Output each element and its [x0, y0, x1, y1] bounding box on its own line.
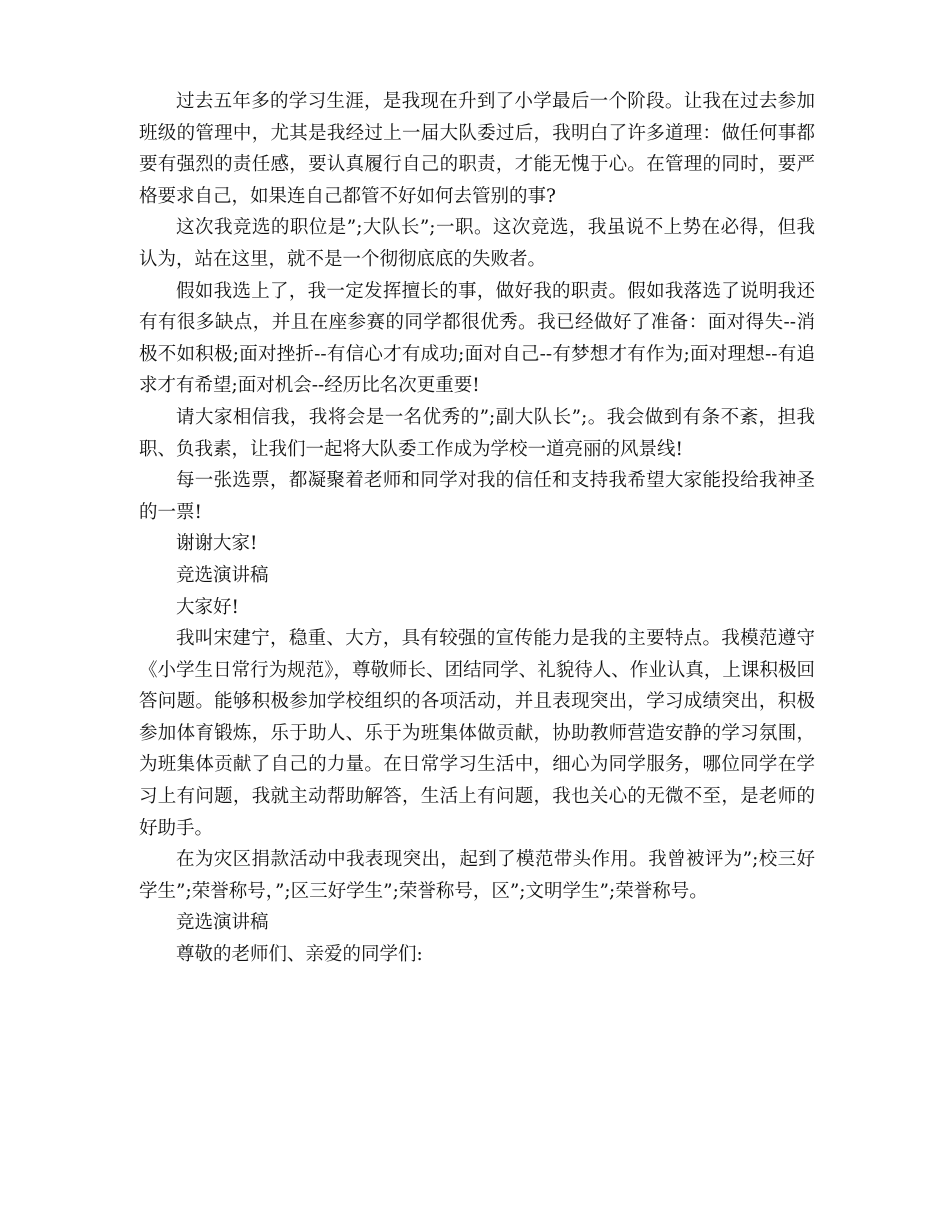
paragraph-4: 请大家相信我，我将会是一名优秀的”;副大队长”;。我会做到有条不紊，担我职、负我素，让我们一起将大队委工作成为学校一道亮丽的风景线! [139, 406, 815, 460]
paragraph-8: 在为灾区捐款活动中我表现突出，起到了模范带头作用。我曾被评为”;校三好学生”;荣誉称号，”;区三好学生”;荣誉称号，区”;文明学生”;荣誉称号。 [139, 849, 815, 902]
greeting-1: 大家好! [176, 596, 239, 618]
greeting-2: 尊敬的老师们、亲爱的同学们: [176, 944, 423, 966]
paragraph-7: 我叫宋建宁，稳重、大方，具有较强的宣传能力是我的主要特点。我模范遵守《小学生日常行为规范》，尊敬师长、团结同学、礼貌待人、作业认真，上课积极回答问题。能够积极参加学校组织的各项活动，并且表现突出，学习成绩突出，积极参加体育锻炼，乐于助人、乐于为班集体做贡献，协助教师营造安静的学习氛围，为班集体贡献了自己的力量。在日常学习生活中，细心为同学服务，哪位同学在学习上有问题，我就主动帮助解答，生活上有问题，我也关心的无微不至，是老师的好助手。 [139, 628, 815, 839]
document-body [139, 86, 815, 971]
paragraph-6: 谢谢大家! [176, 533, 258, 555]
paragraph-5: 每一张选票，都凝聚着老师和同学对我的信任和支持我希望大家能投给我神圣的一票! [139, 470, 815, 523]
paragraph-2: 这次我竞选的职位是”;大队长”;一职。这次竞选，我虽说不上势在必得，但我认为，站在这里，就不是一个彻彻底底的失败者。 [139, 217, 815, 270]
paragraph-3: 假如我选上了，我一定发挥擅长的事，做好我的职责。假如我落选了说明我还有有很多缺点，并且在座参赛的同学都很优秀。我已经做好了准备：面对得失--消极不如积极;面对挫折--有信心才有成功;面对自己--有梦想才有作为;面对理想--有追求才有希望;面对机会--经历比名次更重要! [139, 280, 815, 397]
section-heading-1: 竞选演讲稿 [176, 564, 269, 586]
paragraph-1: 过去五年多的学习生涯，是我现在升到了小学最后一个阶段。让我在过去参加班级的管理中，尤其是我经过上一届大队委过后，我明白了许多道理：做任何事都要有强烈的责任感，要认真履行自己的职责，才能无愧于心。在管理的同时，要严格要求自己，如果连自己都管不好如何去管别的事? [139, 91, 815, 207]
section-heading-2: 竞选演讲稿 [176, 912, 269, 934]
